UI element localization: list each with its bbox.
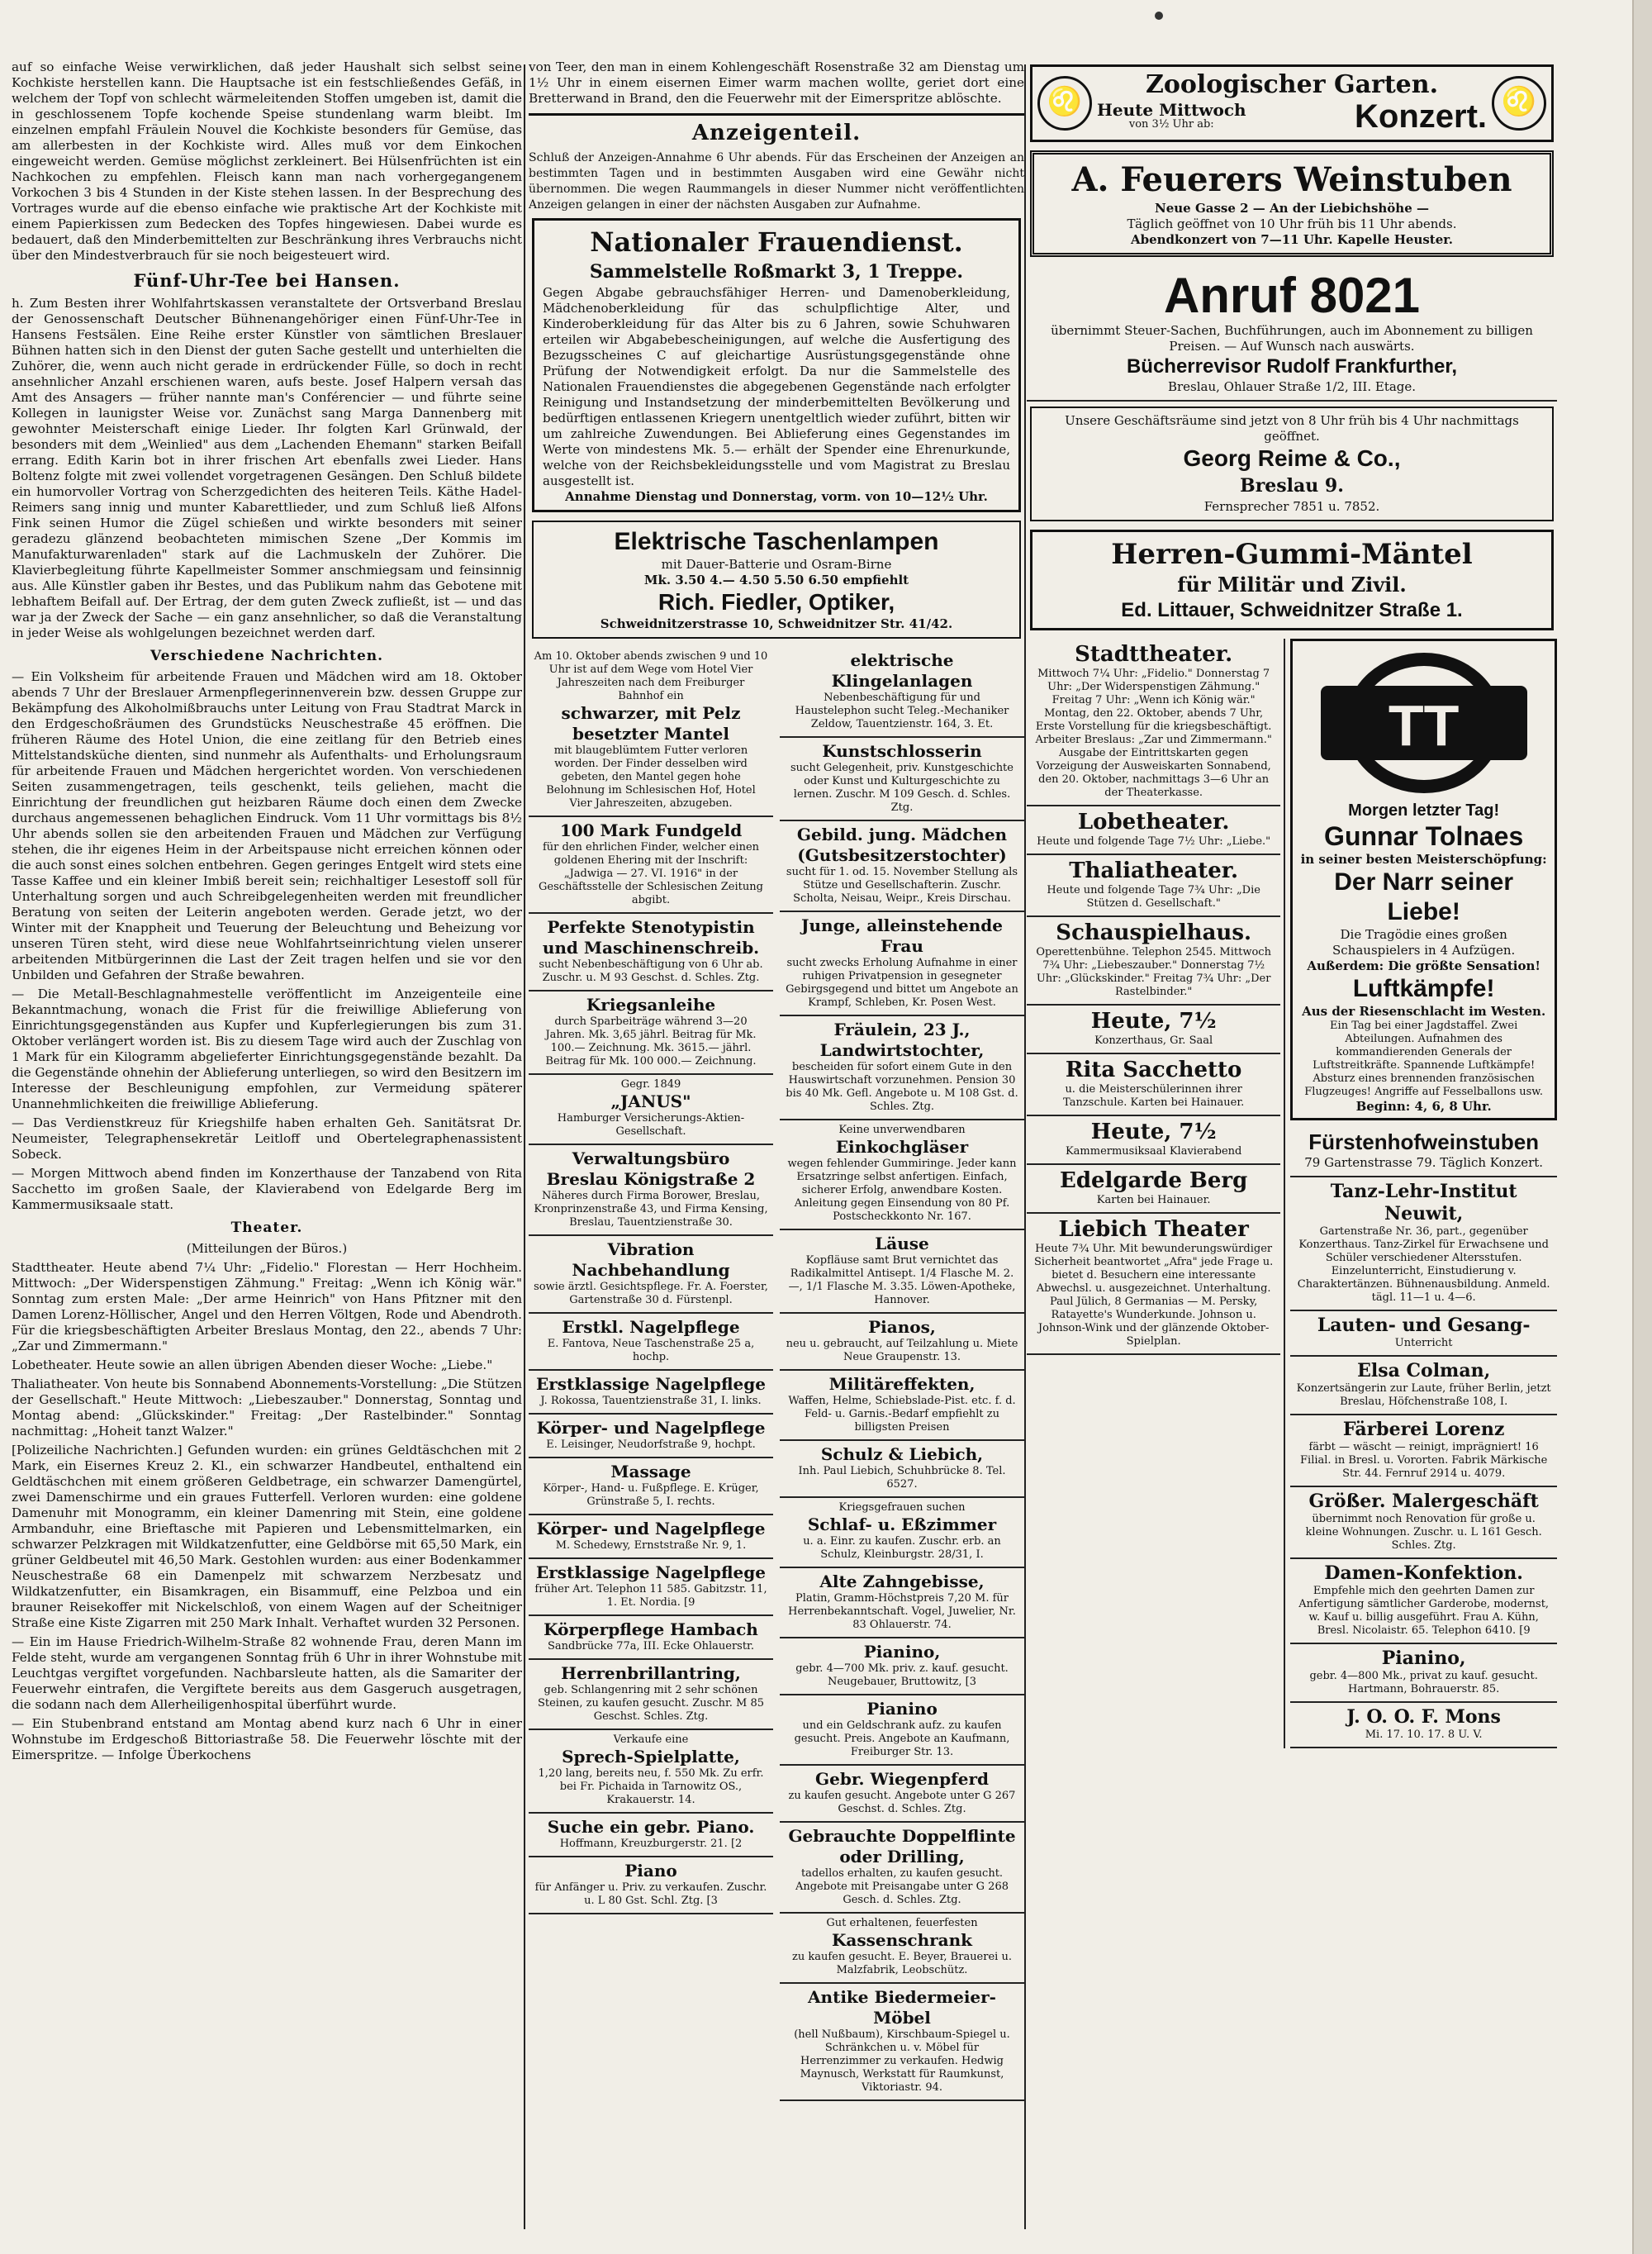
ad-title: Erstkl. Nagelpflege xyxy=(562,1317,740,1337)
ad-title: Fürstenhofweinstuben xyxy=(1308,1129,1540,1154)
ad-address: Sammelstelle Roßmarkt 3, 1 Treppe. xyxy=(589,261,964,283)
ad-title: Größer. Malergeschäft xyxy=(1308,1491,1539,1512)
classified-ad xyxy=(529,1660,773,1730)
tt-cinema-ad xyxy=(1290,639,1557,1120)
ad-headline: Luftkämpfe! xyxy=(1352,975,1495,1002)
ad-text: sucht Nebenbeschäftigung von 6 Uhr ab. Zuschr. u. M 93 Geschst. d. Schles. Ztg. xyxy=(539,958,763,984)
ad-hours: Täglich geöffnet von 10 Uhr früh bis 11 Uhr abends. xyxy=(1127,216,1457,231)
ad-title: Pianino, xyxy=(863,1642,941,1662)
ad-title: Herren-Gummi-Mäntel xyxy=(1111,538,1473,571)
classified-ad xyxy=(1290,1703,1557,1748)
ad-title: Heute, 7½ xyxy=(1090,1009,1217,1034)
ad-text: Unsere Geschäftsräume sind jetzt von 8 Uhr früh bis 4 Uhr nachmittags geöffnet. xyxy=(1065,413,1519,444)
ad-text: Kopfläuse samt Brut vernichtet das Radikalmittel Antisept. 1/4 Flasche M. 2.—, 1/1 Flasche M. 3.35. Löwen-Apotheke, Hannover. xyxy=(788,1254,1016,1306)
ad-title: Elektrische Taschenlampen xyxy=(614,528,939,555)
classified-ad xyxy=(780,1016,1024,1120)
ad-title: Militäreffekten, xyxy=(828,1374,976,1394)
article-text: — Die Metall-Beschlagnahmestelle veröffentlicht im Anzeigenteile eine Bekanntmachung, wonach die Frist für die freiwillige Ablieferung von Einrichtungsgegenständen aus Kupfer und Kupferlegierungen bis zum 31. Oktober verlängert worden ist. Bis zu diesem Tage wird auch der Zuschlag von 1 Mark für ein Kilogramm abgelieferter Einrichtungsgegenstände bezahlt. Da die Gegenstände ohnehin der Ablieferung unterliegen, so wird den Besitzern im Interesse der Beschleunigung empfohlen, zur Vermeidung späterer Unannehmlichkeiten die freiwillige Ablieferung. xyxy=(12,987,522,1111)
article-text: — Ein im Hause Friedrich-Wilhelm-Straße 82 wohnende Frau, deren Mann im Felde steht, wurde am vergangenen Sonntag früh 6 Uhr in ihrer Wohnstube mit Leuchtgas vergiftet vorgefunden. Nachbarsleute hatten, als die Samariter der Feuerwehr eintrafen, die Vergiftete bereits aus dem Gasgeruch ausgetragen, die sodann nach dem Allerheiligenhospital überführt wurde. xyxy=(12,1634,522,1712)
page-edge xyxy=(1632,0,1652,2254)
ad-text: sucht Gelegenheit, priv. Kunstgeschichte oder Kunst und Kulturgeschichte zu lernen. Zuschr. M 109 Gesch. d. Schles. Ztg. xyxy=(790,762,1014,814)
ad-title: Alte Zahngebisse, xyxy=(819,1572,985,1591)
ad-intro: Kriegsgefrauen suchen xyxy=(838,1501,966,1514)
classified-ad xyxy=(1290,1415,1557,1487)
ad-text: Platin, Gramm-Höchstpreis 7,20 M. für Herrenbekanntschaft. Vogel, Juwelier, Nr. 83 Ohlauerstr. 74. xyxy=(788,1592,1016,1631)
ad-text: Inh. Paul Liebich, Schuhbrücke 8. Tel. 6527. xyxy=(798,1465,1006,1491)
section-heading: Anzeigenteil. xyxy=(529,113,1024,145)
ad-title: Schulz & Liebich, xyxy=(820,1444,984,1464)
ad-text: für den ehrlichen Finder, welcher einen goldenen Ehering mit der Inschrift: „Jadwiga — 27. VI. 1916" in der Geschäftsstelle der Schlesischen Zeitung abgibt. xyxy=(539,841,763,906)
ad-prices: Mk. 3.50 4.— 4.50 5.50 6.50 empfiehlt xyxy=(643,573,909,587)
classified-ad xyxy=(780,912,1024,1016)
ad-subtitle: mit Dauer-Batterie und Osram-Birne xyxy=(661,557,892,572)
classified-ad xyxy=(780,647,1024,738)
ad-subtitle: für Militär und Zivil. xyxy=(1177,573,1407,597)
ad-text: E. Leisinger, Neudorfstraße 9, hochpt. xyxy=(546,1438,756,1451)
classified-ad xyxy=(529,1075,773,1145)
ad-phone: Fernsprecher 7851 u. 7852. xyxy=(1203,499,1380,514)
ad-title: Körper- und Nagelpflege xyxy=(536,1519,766,1538)
ad-title: Kassenschrank xyxy=(832,1930,972,1950)
ad-text: Körper-, Hand- u. Fußpflege. E. Krüger, Grünstraße 5, I. rechts. xyxy=(543,1482,759,1508)
classified-ad xyxy=(529,1814,773,1857)
classified-ad xyxy=(780,1498,1024,1568)
ad-text: sowie ärztl. Gesichtspflege. Fr. A. Foerster, Gartenstraße 30 d. Fürstenpl. xyxy=(534,1281,768,1306)
ad-title: Einkochgläser xyxy=(835,1137,969,1157)
classified-ad xyxy=(780,1441,1024,1498)
fuerstenhof-ad xyxy=(1290,1125,1557,1177)
classified-ad xyxy=(1290,1357,1557,1415)
classified-ad xyxy=(780,1984,1024,2101)
classified-ad xyxy=(780,1638,1024,1695)
weinstuben-ad xyxy=(1030,150,1554,257)
ad-text: Operettenbühne. Telephon 2545. Mittwoch 7¾ Uhr: „Liebeszauber." Donnerstag 7½ Uhr: „Glückskinder." Freitag 7¾ Uhr: „Der Rastelbinder." xyxy=(1036,946,1271,998)
ad-hours: Annahme Dienstag und Donnerstag, vorm. von 10—12½ Uhr. xyxy=(565,489,988,504)
small-ads xyxy=(529,647,1024,2101)
ad-title: Vibration Nachbehandlung xyxy=(572,1239,730,1280)
article-text: Thaliatheater. Von heute bis Sonnabend Abonnements-Vorstellung: „Die Stützen der Gesellschaft." Heute Mittwoch: „Liebeszauber." Donnerstag, Sonntag und Montag abend: „Glückskinder." Freitag: „Der Rastelbinder." Sonntag nachmittag: „Hoheit tanzt Walzer." xyxy=(12,1377,522,1438)
ad-title: Massage xyxy=(610,1462,691,1481)
article-text: Lobetheater. Heute sowie an allen übrigen Abenden dieser Woche: „Liebe." xyxy=(12,1358,493,1372)
ad-intro: Gut erhaltenen, feuerfesten xyxy=(826,1917,978,1929)
ad-text: Nebenbeschäftigung für und Haustelephon sucht Teleg.-Mechaniker Zeldow, Tauentzienstr. 164, 3. Et. xyxy=(795,692,1009,730)
ad-text: bescheiden für sofort einem Gute in den Hauswirtschaft vorzunehmen. Pension 30 bis 40 Mk. Gefl. Angebote u. M 108 Gst. d. Schles. Ztg. xyxy=(786,1061,1018,1113)
classified-ad xyxy=(1290,1311,1557,1357)
ad-title: Läuse xyxy=(875,1234,929,1253)
ad-title: Herrenbrillantring, xyxy=(561,1663,741,1683)
classified-ad xyxy=(780,1314,1024,1371)
ad-title: Rita Sacchetto xyxy=(1065,1058,1242,1082)
news-column xyxy=(12,59,522,2241)
ad-title: Liebich Theater xyxy=(1058,1217,1249,1242)
ad-text: Hoffmann, Kreuzburgerstr. 21. [2 xyxy=(559,1838,743,1850)
article-subheading: (Mitteilungen der Büros.) xyxy=(186,1241,348,1256)
ad-text: Außerdem: Die größte Sensation! xyxy=(1307,958,1540,973)
small-ads-left xyxy=(529,647,773,2101)
ad-title: Schlaf- u. Eßzimmer xyxy=(807,1515,997,1534)
article-text: h. Zum Besten ihrer Wohlfahrtskassen veranstaltete der Ortsverband Breslau der Genossenschaft Deutscher Bühnenangehöriger einen Fünf-Uhr-Tee in Hansens Festsälen. Eine Reihe erster Künstler von sämtlichen Breslauer Bühnen hatten sich in den Dienst der guten Sache gestellt und unterhielten die Zuhörer, die, wenn auch nicht gerade in erdrückender Fülle, so doch in recht ansehnlicher Anzahl erschienen waren, aufs beste. Josef Halpern versah das Amt des Ansagers — früher nannte man's Conférencier — und führte seine Kollegen in launigster Weise vor. Zunächst sang Marga Dannenberg mit gewohnter Meisterschaft einige Lieder. Ihr folgten Karl Grünwald, der besonders mit dem „Weinlied" aus dem „Lachenden Ehemann" starken Beifall errang. Edith Karin bot in ihrer frischen Art ebenfalls zwei Lieder. Hans Boltenz folgte mit zwei vollendet vorgetragenen Gesängen. Den Schluß bildete ein humorvoller Vortrag von Scherzgedichten des heiteren Teils. Käthe Hadel-Reimers sang innig und munter Kabarettlieder, und zum Schluß ließ Alfons Fink seinen Humor die Zügel schießen und wirkte besonders mit seiner geradezu glänzend beobachteten mimischen Szene „Der Kommis im Manufakturwarenladen" stark auf die Lachmuskeln der Zuhörer. Die Klavierbegleitung führte Kapellmeister Sommer anschmiegsam und feinsinnig aus. Alle Künstler gaben ihr Bestes, und das Publikum nahm das Gebotene mit lebhaftem Beifall auf. Der Ertrag, der dem guten Zweck zufließt, ist — und das war ja der Zweck der Sache — ein ganz ansehnlicher, so daß die Veranstaltung in jeder Weise als wohlgelungen bezeichnet werden darf. xyxy=(12,296,522,640)
ad-text: früher Art. Telephon 11 585. Gabitzstr. 11, 1. Et. Nordia. [9 xyxy=(534,1583,767,1609)
ad-title: Erstklassige Nagelpflege xyxy=(536,1374,766,1394)
classified-ad xyxy=(780,1823,1024,1914)
ad-text: Die Tragödie eines großen Schauspielers in 4 Aufzügen. xyxy=(1332,927,1516,958)
section-note: Schluß der Anzeigen-Annahme 6 Uhr abends. Für das Erscheinen der Anzeigen an bestimmten Tagen und in bestimmten Ausgaben wird eine Gewähr nicht übernommen. Die wegen Raummangels in dieser Nummer nicht veröffentlichten Anzeigen gelangen in einer der nächsten Ausgaben zur Aufnahme. xyxy=(529,151,1024,212)
zoo-ad xyxy=(1030,64,1554,142)
ad-text: in seiner besten Meisterschöpfung: xyxy=(1300,852,1547,867)
ad-text: Mi. 17. 10. 17. 8 U. V. xyxy=(1365,1729,1483,1741)
ad-text: wegen fehlender Gummiringe. Jeder kann Ersatzringe selbst anfertigen. Einfach, sicherer Erfolg, anwendbare Kosten. Anleitung gegen Einsendung von 80 Pf. Postscheckkonto Nr. 167. xyxy=(787,1158,1017,1223)
page-mark xyxy=(1155,12,1163,20)
ad-text: u. a. Einr. zu kaufen. Zuschr. erb. an Schulz, Kleinburgstr. 28/31, I. xyxy=(803,1535,1001,1561)
classified-ad xyxy=(529,991,773,1075)
ad-title: „JANUS" xyxy=(610,1091,691,1111)
classified-ad xyxy=(529,1236,773,1314)
ad-text: Sandbrücke 77a, III. Ecke Ohlauerstr. xyxy=(548,1640,754,1652)
article-text: — Ein Stubenbrand entstand am Montag abend kurz nach 6 Uhr in einer Wohnstube im Erdgeschoß Bittoriastraße 58. Die Feuerwehr löschte mit der Eimerspritze. — Infolge Überkochens xyxy=(12,1716,522,1762)
ad-title: Nationaler Frauendienst. xyxy=(590,226,963,258)
ad-text: geb. Schlangenring mit 2 sehr schönen Steinen, zu kaufen gesucht. Zuschr. M 85 Geschst. Schles. Ztg. xyxy=(537,1684,764,1723)
column-divider xyxy=(524,64,525,2229)
classified-ad xyxy=(1290,1644,1557,1703)
classified-ad xyxy=(529,1515,773,1559)
ad-text: sucht zwecks Erholung Aufnahme in einer ruhigen Privatpension in gesegneter Gebirgsgegend und bittet um Angebote an Krampf, Schleben, Kr. Posen West. xyxy=(786,957,1018,1009)
ad-text: zu kaufen gesucht. E. Beyer, Brauerei u. Malzfabrik, Leobschütz. xyxy=(792,1951,1012,1976)
lion-icon: ♌ xyxy=(1037,76,1092,131)
ad-title: 100 Mark Fundgeld xyxy=(559,820,743,840)
classified-ad xyxy=(1027,639,1280,806)
ad-film: Der Narr seiner Liebe! xyxy=(1334,868,1514,925)
ad-text: mit blaugeblümtem Futter verloren worden. Der Finder desselben wird gebeten, den Mantel gegen hohe Belohnung im Schlesischen Hof, Hotel Vier Jahreszeiten, abzugeben. xyxy=(546,744,756,810)
classified-ad xyxy=(1027,1054,1280,1116)
classified-ad xyxy=(780,1371,1024,1441)
ad-title: Perfekte Stenotypistin und Maschinenschreib. xyxy=(542,917,760,958)
ad-text: Karten bei Hainauer. xyxy=(1096,1194,1211,1206)
classified-ad xyxy=(780,1766,1024,1823)
article-text: Stadttheater. Heute abend 7¼ Uhr: „Fidelio." Florestan — Herr Hochheim. Mittwoch: „Der Widerspenstigen Zähmung." Freitag: „Wenn ich König wär." Sonntag zum ersten Male: „Der arme Heinrich" von Hans Pfitzner mit den Damen Lorenz-Höllischer, Angel und den Herren Völtgen, Rode und Abendroth. Für die kriegsbeschäftigten Arbeiter Breslaus Montag, den 22., abends 7 Uhr: „Zar und Zimmermann." xyxy=(12,1260,522,1353)
classified-ad xyxy=(780,738,1024,821)
classified-ad xyxy=(780,1230,1024,1314)
ad-name: Georg Reime & Co., xyxy=(1183,445,1401,471)
cinema-and-services xyxy=(1290,639,1557,1748)
ad-text: gebr. 4—700 Mk. priv. z. kauf. gesucht. Neugebauer, Bruttowitz, [3 xyxy=(795,1662,1009,1688)
article-text: von Teer, den man in einem Kohlengeschäft Rosenstraße 32 am Dienstag um 1½ Uhr in einem eisernen Eimer warm machen wollte, geriet dort eine Bretterwand in Brand, den die Feuerwehr mit der Eimerspritze ablöschte. xyxy=(529,59,1024,106)
ad-text: Heute 7¾ Uhr. Mit bewunderungswürdiger Sicherheit beantwortet „Afra" jede Frage u. bietet d. Besuchern eine interessante Abwechsl. u. ausgezeichnet. Unterhaltung. Paul Jülich, 8 Germanias — M. Persky, Ratayette's Wunderkunde. Johnson u. Johnson-Wink und der glänzende Oktober-Spielplan. xyxy=(1034,1243,1274,1348)
ad-text: Aus der Riesenschlacht im Westen. xyxy=(1302,1004,1546,1019)
ad-title: Pianino, xyxy=(1381,1648,1466,1669)
ad-text: Ein Tag bei einer Jagdstaffel. Zwei Abteilungen. Aufnahmen des kommandierenden Generals der Luftstreitkräfte. Spannende Luftkämpfe! Absturz eines brennenden französischen Flugzeuges! Angriffe auf Fesselballons usw. xyxy=(1304,1020,1544,1098)
ad-title: Körperpflege Hambach xyxy=(544,1619,758,1639)
classified-ad xyxy=(1027,1214,1280,1355)
ad-title: Thaliatheater. xyxy=(1069,858,1239,883)
frauendienst-ad xyxy=(532,218,1021,512)
ad-text: Empfehle mich den geehrten Damen zur Anfertigung sämtlicher Garderobe, modernst, w. Kauf u. billig ausgeführt. Frau A. Kühn, Bresl. Nicolaistr. 65. Telephon 6410. [9 xyxy=(1298,1585,1550,1637)
ad-text: Unterricht xyxy=(1394,1337,1453,1349)
ad-title: Erstklassige Nagelpflege xyxy=(536,1562,766,1582)
article-text: — Ein Volksheim für arbeitende Frauen und Mädchen wird am 18. Oktober abends 7 Uhr der Breslauer Armenpflegerinnenverein bzw. dessen Gruppe zur Bekämpfung des Alkoholmißbrauchs unter Leitung von Frau Stadtrat Marck in den Erdgeschoßräumen des Grundstücks Neuschestraße 45 eröffnen. Die früheren Räume des Hotel Union, die eine zeitlang für den Betrieb eines Mittelstandsküche dienten, sind nunmehr als Aufenthalts- und Erholungsraum für arbeitende Frauen und Mädchen hergerichtet worden. Von verschiedenen Seiten zusammengetragen, teils geschenkt, teils geliehen, macht die Einrichtung der freundlichen gut heizbaren Räume doch einen dem Zwecke durchaus angemessenen behaglichen Eindruck. Vom 11 Uhr vormittags bis 8½ Uhr abends sollen sie den arbeitenden Frauen und Mädchen zur Verfügung stehen, die ihr eigenes Heim in der Arbeitspause nicht erreichen können oder die auch sonst eines solchen entbehren. Gegen geringes Entgelt wird stets eine Tasse Kaffee und ein kleiner Imbiß bereit sein; reichhaltiger Lesestoff soll für Unterhaltung sorgen und auch Schreibgelegenheiten werden mit freundlicher Beratung von seiten der Leiterin angeboten werden. Gerade jetzt, wo der Winter mit der Knappheit und Teuerung der Beleuchtung und Beheizung vor unseren Türen steht, wird diese neue Wohlfahrtseinrichtung vielen unserer arbeitenden Mitbürgerinnen die Last der Zeit tragen helfen und sie vor den Unbilden und Gefahren der Straße bewahren. xyxy=(12,669,522,982)
theater-listings xyxy=(1027,639,1285,1748)
article-text: auf so einfache Weise verwirklichen, daß jeder Haushalt sich selbst seine Kochkiste herstellen kann. Die Hauptsache ist ein festschließendes Gefäß, in welchem der Topf von schlecht wärmeleitenden Stoffen umgeben ist, damit die in geschlossenem Topfe kochende Speise stundenlang warm bleibt. Im einzelnen empfahl Fräulein Nouvel die Kochkiste besonders für Gemüse, das am allerbesten in der Kochkiste wird. Alles muß vor dem Einkochen eingeweicht werden. Gemüse möglichst zerkleinert. Bei Hülsenfrüchten ist ein Nachkochen zu empfehlen. Fleisch kann man nach vorhergegangenem Vorkochen 3 bis 4 Stunden in der Kiste stehen lassen. In der Besprechung des Vortrages wurde auf die ebenso einfache wie praktische Art der Kochkiste mit einem Papierkissen zum Bedecken des Topfes hingewiesen. Dabei wurde es bedauert, daß den Minderbemittelten zur Beschränkung ihres Verbrauchs nicht über den Mindestverbrauch für sie noch beigesteuert wird. xyxy=(12,59,522,263)
ad-title: Verwaltungsbüro Breslau Königstraße 2 xyxy=(546,1148,756,1189)
ad-title: Junge, alleinstehende Frau xyxy=(801,915,1003,956)
classified-ad xyxy=(1027,1116,1280,1165)
ad-note: Morgen letzter Tag! xyxy=(1348,801,1500,820)
ad-title: Heute, 7½ xyxy=(1090,1120,1217,1144)
classified-ad xyxy=(1027,855,1280,917)
ad-text: Waffen, Helme, Schiebslade-Pist. etc. f. d. Feld- u. Garnis.-Bedarf empfiehlt zu billigsten Preisen xyxy=(788,1395,1016,1434)
classified-ad xyxy=(529,1730,773,1814)
ad-text: M. Schedewy, Ernststraße Nr. 9, 1. xyxy=(555,1539,747,1552)
ad-text: (hell Nußbaum), Kirschbaum-Spiegel u. Schränkchen u. v. Möbel für Herrenzimmer zu verkaufen. Hedwig Maynusch, Werkstatt für Raumkunst, Viktoriastr. 94. xyxy=(794,2028,1010,2094)
classified-ad xyxy=(780,1568,1024,1638)
ad-note: Abendkonzert von 7—11 Uhr. Kapelle Heuster. xyxy=(1130,232,1454,247)
article-text: [Polizeiliche Nachrichten.] Gefunden wurden: ein grünes Geldtäschchen mit 2 Mark, ein Eisernes Kreuz 2. Kl., ein schwarzer Handbeutel, enthaltend ein Geldtäschchen mit einem größeren Geldbetrage, ein schwarzer Damengürtel, zwei Damenschirme und ein graues Futterfell. Verloren wurden: eine goldene Damenuhr mit Monogramm, ein kleiner Damenring mit Stein, eine goldene Armbanduhr, eine Brieftasche mit Papieren und Lebensmittelmarken, ein schwarzer Pelzkragen mit Wildkatzenfutter, eine Geldbörse mit 65,50 Mark, ein grüner Geldbeutel mit 46,50 Mark. Gestohlen wurden: aus einer Bodenkammer Neuschestraße 68 ein Damenpelz mit schwarzem Nerzbesatz und Wildkatzenfutter, ein Bisamkragen, ein Bisammuff, eine Pelzboa und ein brauner Reisekoffer mit Nickelschloß, von einem Wagen auf der Scheitniger Straße eine Kiste Zigarren mit 250 Mark Inhalt. Verhaftet wurden 32 Personen. xyxy=(12,1443,522,1630)
ad-title: Suche ein gebr. Piano. xyxy=(547,1817,755,1837)
classified-ad xyxy=(529,914,773,991)
classified-ad xyxy=(780,1914,1024,1984)
ad-text: Konzertsängerin zur Laute, früher Berlin, jetzt Breslau, Höfchenstraße 108, I. xyxy=(1296,1382,1551,1408)
ad-text: und ein Geldschrank aufz. zu kaufen gesucht. Preis. Angebote an Kaufmann, Freiburger Str. 13. xyxy=(794,1719,1010,1758)
ad-address: Schweidnitzerstrasse 10, Schweidnitzer Str. 41/42. xyxy=(600,616,953,631)
ad-name: Bücherrevisor Rudolf Frankfurther, xyxy=(1126,355,1458,378)
classified-ad xyxy=(780,1120,1024,1230)
ad-intro: Am 10. Oktober abends zwischen 9 und 10 Uhr ist auf dem Wege vom Hotel Vier Jahreszeiten nach dem Freiburger Bahnhof ein xyxy=(534,650,768,702)
ad-text: u. die Meisterschülerinnen ihrer Tanzschule. Karten bei Hainauer. xyxy=(1063,1083,1245,1109)
ad-text: Mittwoch 7¼ Uhr: „Fidelio." Donnerstag 7 Uhr: „Der Widerspenstigen Zähmung." Freitag 7 Uhr: „Wenn ich König wär." Montag, den 22. Oktober, abends 7 Uhr, Erste Vorstellung für die kriegsbeschäftigt. Arbeiter Breslaus: „Zar und Zimmermann." Ausgabe der Eintrittskarten gegen Vorzeigung der Ausweiskarten Sonnabend, den 20. Oktober, nachmittags 3—6 Uhr an der Theaterkasse. xyxy=(1035,668,1272,799)
ad-text: Heute und folgende Tage 7¾ Uhr: „Die Stützen d. Gesellschaft." xyxy=(1047,884,1260,910)
classified-ad xyxy=(1027,1006,1280,1054)
classified-ad xyxy=(529,1857,773,1914)
ad-text: durch Sparbeiträge während 3—20 Jahren. Mk. 3,65 jährl. Beitrag für Mk. 100.— Zeichnung. Mk. 3615.— jährl. Beitrag für Mk. 100 000.— Zeichnung. xyxy=(545,1015,757,1068)
ad-title: A. Feuerers Weinstuben xyxy=(1071,160,1512,199)
classified-ad xyxy=(1027,1165,1280,1214)
classified-ad xyxy=(1027,806,1280,855)
ad-title: elektrische Klingelanlagen xyxy=(831,650,973,691)
ad-intro: Keine unverwendbaren xyxy=(838,1124,966,1136)
taschenlampen-ad xyxy=(532,521,1021,639)
ad-actor: Gunnar Tolnaes xyxy=(1324,821,1524,851)
ad-title: Piano xyxy=(624,1861,677,1881)
ad-title: Gebr. Wiegenpferd xyxy=(815,1769,989,1789)
ad-title: schwarzer, mit Pelz besetzter Mantel xyxy=(561,703,741,744)
ads-column xyxy=(529,59,1024,2241)
ad-intro: Verkaufe eine xyxy=(613,1733,689,1746)
ad-title: Färberei Lorenz xyxy=(1342,1419,1505,1440)
ad-title: Tanz-Lehr-Institut Neuwit, xyxy=(1330,1181,1517,1224)
ad-title: Lobetheater. xyxy=(1077,810,1230,835)
classified-ad xyxy=(780,821,1024,912)
ad-text: J. Rokossa, Tauentzienstraße 31, I. links. xyxy=(540,1395,762,1407)
ad-title: Lauten- und Gesang- xyxy=(1317,1315,1531,1336)
ad-text: für Anfänger u. Priv. zu verkaufen. Zuschr. u. L 80 Gst. Schl. Ztg. [3 xyxy=(534,1881,767,1907)
reime-ad xyxy=(1030,407,1554,521)
ad-city: Breslau 9. xyxy=(1240,475,1344,497)
classified-ad xyxy=(529,817,773,914)
classified-ad xyxy=(529,1559,773,1616)
ad-title: Fräulein, 23 J., Landwirtstochter, xyxy=(819,1020,985,1060)
ads-column-right xyxy=(1027,59,1557,2241)
classified-ad xyxy=(1290,1177,1557,1311)
ad-text: Gartenstraße Nr. 36, part., gegenüber Konzerthaus. Tanz-Zirkel für Erwachsene und Schüler verschiedener Altersstufen. Einzelunterricht, Einstudierung v. Charaktertänzen. Bühnenausbildung. Anmeld. tägl. 11—1 u. 4—6. xyxy=(1297,1225,1550,1304)
ad-title: Stadttheater. xyxy=(1075,642,1233,667)
classified-ad xyxy=(1290,1487,1557,1559)
classified-ad xyxy=(1290,1559,1557,1644)
classified-ad xyxy=(1027,917,1280,1006)
ad-text: Heute und folgende Tage 7½ Uhr: „Liebe." xyxy=(1037,835,1271,848)
ad-text: Hamburger Versicherungs-Aktien-Gesellschaft. xyxy=(557,1112,745,1138)
ad-title: Anruf 8021 xyxy=(1163,268,1421,323)
ad-text: färbt — wäscht — reinigt, imprägniert! 16 Filial. in Bresl. u. Vororten. Fabrik Märkische Str. 44. Fernruf 2914 u. 4079. xyxy=(1300,1441,1548,1480)
tt-logo: TT xyxy=(1321,653,1527,793)
ad-shop: Ed. Littauer, Schweidnitzer Straße 1. xyxy=(1121,599,1463,621)
column-divider xyxy=(1024,64,1026,2229)
ad-text: 79 Gartenstrasse 79. Täglich Konzert. xyxy=(1304,1155,1544,1170)
ad-text: 1,20 lang, bereits neu, f. 550 Mk. Zu erfr. bei Fr. Pichaida in Tarnowitz OS., Krakauerstr. 14. xyxy=(538,1767,764,1806)
anruf-ad xyxy=(1027,265,1557,402)
ad-text: neu u. gebraucht, auf Teilzahlung u. Miete Neue Graupenstr. 13. xyxy=(786,1338,1018,1363)
article-text: — Morgen Mittwoch abend finden im Konzerthause der Tanzabend von Rita Sacchetto im großen Saale, der Klavierabend von Edelgarde Berg im Kammermusiksaale statt. xyxy=(12,1166,522,1212)
ad-intro: Gegr. 1849 xyxy=(620,1078,681,1091)
classified-ad xyxy=(529,1616,773,1660)
ad-title: Kriegsanleihe xyxy=(586,995,716,1015)
ad-text: Konzerthaus, Gr. Saal xyxy=(1094,1034,1213,1047)
ad-text: Gegen Abgabe gebrauchsfähiger Herren- und Damenoberkleidung, Mädchenoberkleidung für das schulpflichtige Alter, und Kinderoberkleidung für das Alter bis zu 6 Jahren, sowie Schuhwaren erteilen wir Abgabebescheinigungen, auf welche die Ausfertigung des Bezugsscheines C auf gleichartige Ausrüstungsgegenstände ohne Prüfung der Notwendigkeit erfolgt. Da nur die Sammelstelle des Nationalen Frauendienstes die abgegebenen Gegenstände nach erfolgter Reinigung und Instandsetzung der minderbemittelten Bevölkerung und bedürftigen entlassenen Kriegern unentgeltlich wieder zuführt, bitten wir um zahlreiche Zuwendungen. Bei Ablieferung eines Gegenstandes im Werte von mindestens Mk. 5.— erhält der Spender eine Ehrenurkunde, welche von der Reichsbekleidungsstelle und vom Magistrat zu Breslau ausgestellt ist. xyxy=(543,285,1010,488)
article-heading: Fünf-Uhr-Tee bei Hansen. xyxy=(133,270,401,291)
ad-text: übernimmt noch Renovation für große u. kleine Wohnungen. Zuschr. u. L 161 Gesch. Schles. Ztg. xyxy=(1305,1513,1542,1552)
ad-title: Körper- und Nagelpflege xyxy=(536,1418,766,1438)
ad-day: Heute Mittwoch xyxy=(1097,99,1246,120)
ad-text: tadellos erhalten, zu kaufen gesucht. Angebote mit Preisangabe unter G 268 Gesch. d. Schles. Ztg. xyxy=(795,1867,1009,1906)
gummimaentel-ad xyxy=(1030,530,1554,630)
classified-ad xyxy=(529,1371,773,1415)
ad-title: Edelgarde Berg xyxy=(1060,1168,1248,1193)
ad-title: J. O. O. F. Mons xyxy=(1346,1706,1501,1728)
ad-address: Neue Gasse 2 — An der Liebichshöhe — xyxy=(1155,201,1429,216)
small-ads-right xyxy=(780,647,1024,2101)
ad-title: Elsa Colman, xyxy=(1357,1360,1491,1381)
ad-text: übernimmt Steuer-Sachen, Buchführungen, auch im Abonnement zu billigen Preisen. — Auf Wunsch nach auswärts. xyxy=(1051,323,1533,354)
ad-shop: Rich. Fiedler, Optiker, xyxy=(657,589,895,615)
ad-text: E. Fantova, Neue Taschenstraße 25 a, hochp. xyxy=(547,1338,755,1363)
article-heading: Theater. xyxy=(230,1220,303,1236)
classified-ad xyxy=(780,1695,1024,1766)
classified-ad xyxy=(529,1415,773,1458)
ad-title: Sprech-Spielplatte, xyxy=(562,1747,740,1767)
service-ads xyxy=(1290,1177,1557,1748)
classified-ad xyxy=(529,1145,773,1236)
ad-text: Näheres durch Firma Borower, Breslau, Kronprinzenstraße 43, und Firma Kensing, Breslau, Tauentzienstraße 30. xyxy=(534,1190,768,1229)
ad-title: Antike Biedermeier-Möbel xyxy=(808,1987,996,2028)
ad-times: Beginn: 4, 6, 8 Uhr. xyxy=(1355,1099,1492,1114)
ad-title: Gebild. jung. Mädchen (Gutsbesitzerstochter) xyxy=(796,825,1008,865)
ad-title: Pianino xyxy=(866,1699,938,1719)
ad-title: Damen-Konfektion. xyxy=(1324,1562,1523,1584)
ad-time: von 3½ Uhr ab: xyxy=(1128,117,1214,131)
ad-title: Kunstschlosserin xyxy=(822,741,982,761)
classified-ad xyxy=(529,1314,773,1371)
ad-title: Gebrauchte Doppelflinte oder Drilling, xyxy=(788,1826,1016,1866)
ad-title: Pianos, xyxy=(868,1317,936,1337)
classified-ad xyxy=(529,1458,773,1515)
ad-headline: Konzert. xyxy=(1355,98,1487,135)
article-heading: Verschiedene Nachrichten. xyxy=(150,648,384,664)
ad-text: gebr. 4—800 Mk., privat zu kauf. gesucht. Hartmann, Bohrauerstr. 85. xyxy=(1309,1670,1538,1695)
ad-text: sucht für 1. od. 15. November Stellung als Stütze und Gesellschafterin. Zuschr. Scholta, Neisau, Weipr., Kreis Dirschau. xyxy=(786,866,1018,905)
article-text: — Das Verdienstkreuz für Kriegshilfe haben erhalten Geh. Sanitätsrat Dr. Neumeister, Telegraphensekretär Leitloff und Obertelegraphenassistent Sobeck. xyxy=(12,1115,522,1162)
ad-text: Kammermusiksaal Klavierabend xyxy=(1065,1145,1242,1158)
ad-title: Schauspielhaus. xyxy=(1056,920,1252,945)
ad-title: Zoologischer Garten. xyxy=(1145,70,1439,99)
ad-text: zu kaufen gesucht. Angebote unter G 267 Geschst. d. Schles. Ztg. xyxy=(788,1790,1016,1815)
theater-ads xyxy=(1027,639,1557,1748)
ad-address: Breslau, Ohlauer Straße 1/2, III. Etage. xyxy=(1167,379,1417,394)
classified-ad xyxy=(529,647,773,817)
lion-icon: ♌ xyxy=(1492,76,1546,131)
